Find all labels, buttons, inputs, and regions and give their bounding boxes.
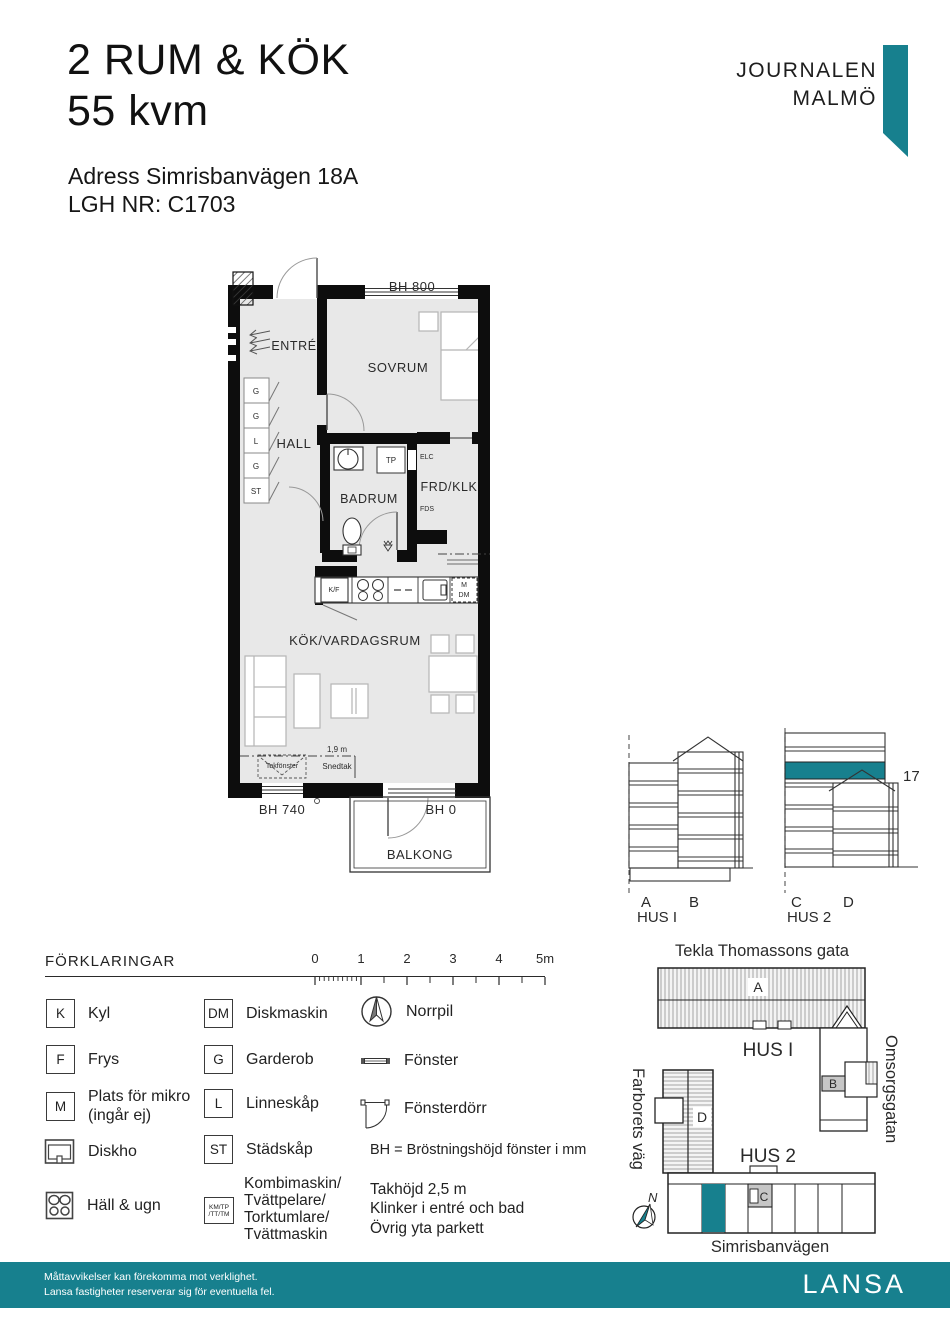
legend-item-linneskap: L Linneskåp bbox=[204, 1089, 319, 1118]
stairwell-hatch bbox=[233, 272, 253, 305]
legend-item-garderob: G Garderob bbox=[204, 1045, 314, 1074]
window-door-symbol-icon bbox=[360, 1096, 391, 1134]
dm-symbol: DM bbox=[204, 999, 233, 1028]
closet-label: G bbox=[252, 412, 260, 421]
title-line2: 55 kvm bbox=[67, 87, 209, 135]
legend-item-diskho: Diskho bbox=[44, 1138, 137, 1165]
sofa bbox=[245, 656, 286, 746]
site-unit-c: C bbox=[759, 1190, 769, 1204]
brand-ribbon-icon bbox=[880, 40, 912, 162]
elevation-hus1-label: HUS I bbox=[637, 909, 678, 926]
legend-item-diskmaskin: DM Diskmaskin bbox=[204, 999, 328, 1028]
closet-label: ST bbox=[250, 487, 262, 496]
north-arrow-icon bbox=[360, 995, 393, 1028]
bh800-label: BH 800 bbox=[388, 279, 436, 294]
site-hus2-label: HUS 2 bbox=[740, 1146, 796, 1167]
f-symbol: F bbox=[46, 1045, 75, 1074]
snedtak-height-label: 1,9 m bbox=[326, 745, 348, 754]
flooring-note-2: Övrig yta parkett bbox=[370, 1220, 484, 1237]
tv-bench bbox=[331, 684, 368, 718]
elevation-c-label: C bbox=[791, 894, 802, 911]
street-bottom-label: Simrisbanvägen bbox=[710, 1238, 830, 1256]
chair bbox=[456, 635, 474, 653]
takfonster-label: Takfönster bbox=[265, 763, 299, 770]
entre-label: ENTRÉ bbox=[271, 339, 317, 353]
badrum-label: BADRUM bbox=[340, 492, 398, 506]
scale-bar bbox=[300, 940, 562, 985]
building-elevations bbox=[613, 693, 950, 933]
site-unit-d: D bbox=[696, 1109, 708, 1125]
legend-item-norrpil: Norrpil bbox=[360, 995, 453, 1028]
elevation-b-label: B bbox=[689, 894, 700, 911]
ceiling-note: Takhöjd 2,5 m bbox=[370, 1181, 467, 1198]
hob-icon bbox=[45, 1191, 74, 1220]
balkong-label: BALKONG bbox=[386, 847, 454, 862]
bed bbox=[441, 312, 479, 400]
closet-label: L bbox=[253, 437, 259, 446]
closet-label: G bbox=[252, 387, 260, 396]
scale-5m: 5m bbox=[535, 951, 555, 966]
site-unit-a: A bbox=[753, 979, 763, 995]
legend-item-kombimaskin: Kombimaskin/ Tvättpelare/ Torktumlare/ Tvättmaskin bbox=[244, 1175, 342, 1243]
elevation-a-label: A bbox=[641, 894, 652, 911]
scale-1: 1 bbox=[357, 951, 365, 966]
chair bbox=[431, 695, 449, 713]
site-unit-b: B bbox=[828, 1077, 838, 1091]
st-symbol: ST bbox=[204, 1135, 233, 1164]
kok-label: KÖK/VARDAGSRUM bbox=[289, 633, 421, 648]
snedtak-label: Snedtak bbox=[322, 762, 352, 771]
coffee-table bbox=[294, 674, 320, 728]
address-block bbox=[68, 162, 358, 218]
scale-0: 0 bbox=[311, 951, 319, 966]
brand-name: JOURNALEN bbox=[736, 59, 877, 82]
siteplan-building-a bbox=[658, 968, 865, 1029]
siteplan-building-d bbox=[655, 1070, 713, 1173]
brand-city: MALMÖ bbox=[792, 87, 877, 110]
floor-plan bbox=[225, 253, 505, 883]
scale-3: 3 bbox=[449, 951, 457, 966]
disclaimer: Måttavvikelser kan förekomma mot verklighet. Lansa fastigheter reserverar sig för eventuella fel. bbox=[44, 1271, 275, 1298]
footer-bar bbox=[0, 1262, 950, 1308]
elc-label: ELC bbox=[420, 454, 434, 461]
kf-label: K/F bbox=[328, 587, 340, 594]
legend-item-hall-ugn: Häll & ugn bbox=[45, 1191, 161, 1220]
floor-number-label: 17 bbox=[903, 768, 920, 785]
closet-label: G bbox=[252, 462, 260, 471]
tp-label: TP bbox=[385, 456, 397, 465]
street-right-label: Omsorgsgatan bbox=[882, 1035, 900, 1144]
north-compass-icon bbox=[633, 1190, 658, 1228]
highlighted-floor bbox=[785, 762, 885, 779]
frd-label: FRD/KLK bbox=[420, 480, 478, 494]
legend-heading: FÖRKLARINGAR bbox=[45, 953, 176, 970]
bh-note: BH = Bröstningshöjd fönster i mm bbox=[370, 1142, 587, 1158]
site-hus1-label: HUS I bbox=[742, 1040, 794, 1061]
siteplan-building-c bbox=[668, 1166, 875, 1233]
lansa-logo: LANSA bbox=[802, 1269, 906, 1299]
k-symbol: K bbox=[46, 999, 75, 1028]
siteplan-wing-b bbox=[820, 1028, 877, 1131]
sink-icon bbox=[423, 580, 447, 600]
street-left-label: Farborets väg bbox=[629, 1068, 647, 1170]
legend-item-frys: F Frys bbox=[46, 1045, 119, 1074]
dm-label: DM bbox=[458, 592, 470, 599]
scale-4: 4 bbox=[495, 951, 503, 966]
scale-2: 2 bbox=[403, 951, 411, 966]
north-label: N bbox=[648, 1190, 658, 1205]
l-symbol: L bbox=[204, 1089, 233, 1118]
bh0-label: BH 0 bbox=[425, 802, 457, 817]
legend-item-fonsterdorr: Fönsterdörr bbox=[360, 1096, 487, 1134]
chair bbox=[456, 695, 474, 713]
street-top-label: Tekla Thomassons gata bbox=[675, 942, 849, 960]
nightstand bbox=[419, 312, 438, 331]
legend-item-kyl: K Kyl bbox=[46, 999, 110, 1028]
km-symbol: KM/TP /TT/TM bbox=[204, 1197, 234, 1224]
site-plan bbox=[613, 933, 950, 1265]
legend-item-stadskap: ST Städskåp bbox=[204, 1135, 313, 1164]
legend-item-fonster: Fönster bbox=[360, 1052, 458, 1070]
bh740-label: BH 740 bbox=[258, 802, 306, 817]
dining-table bbox=[429, 656, 477, 692]
g-symbol: G bbox=[204, 1045, 233, 1074]
m-symbol: M bbox=[46, 1092, 75, 1121]
fds-label: FDS bbox=[420, 506, 434, 513]
hall-label: HALL bbox=[276, 436, 312, 451]
title-line1: 2 RUM & KÖK bbox=[67, 36, 350, 84]
toilet-icon bbox=[343, 518, 361, 544]
diskho-icon bbox=[44, 1138, 75, 1165]
m-label: M bbox=[461, 582, 467, 589]
page-title bbox=[67, 35, 350, 137]
flooring-note-1: Klinker i entré och bad bbox=[370, 1200, 525, 1217]
address-line: Adress Simrisbanvägen 18A bbox=[68, 163, 359, 189]
highlighted-unit bbox=[702, 1184, 725, 1232]
chair bbox=[431, 635, 449, 653]
apartment-number: LGH NR: C1703 bbox=[68, 191, 236, 217]
window-symbol-icon bbox=[360, 1054, 391, 1068]
sovrum-label: SOVRUM bbox=[367, 360, 429, 375]
elevation-hus2-label: HUS 2 bbox=[787, 909, 832, 926]
elevation-d-label: D bbox=[843, 894, 854, 911]
brand-logo bbox=[736, 57, 877, 113]
legend-item-mikro: M Plats för mikro (ingår ej) bbox=[46, 1087, 190, 1125]
